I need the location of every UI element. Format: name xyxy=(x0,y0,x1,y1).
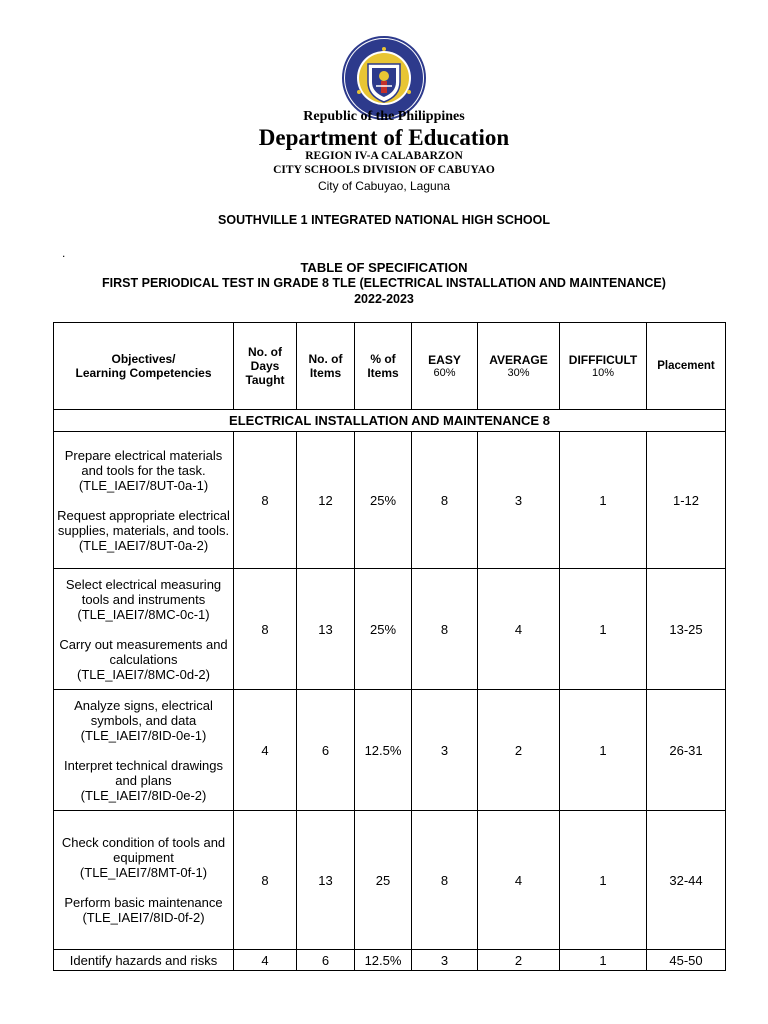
competency-cell xyxy=(54,811,234,950)
competency-text: Select electrical measuring tools and instruments (TLE_IAEI7/8MC-0c-1) xyxy=(65,576,222,622)
competency-text: Perform basic maintenance (TLE_IAEI7/8ID-0f-2) xyxy=(64,895,223,925)
placement-cell: 13-25 xyxy=(647,569,726,690)
difficult-cell: 1 xyxy=(560,950,647,971)
competency-text: Carry out measurements and calculations (TLE_IAEI7/8MC-0d-2) xyxy=(59,636,228,682)
header-difficult: DIFFFICULT 10% xyxy=(560,323,647,410)
header-no-of-items: No. of Items xyxy=(297,323,355,410)
header-percent-items: % of Items xyxy=(355,323,412,410)
competency-text: Interpret technical drawings and plans (TLE_IAEI7/8ID-0e-2) xyxy=(64,757,223,803)
table-row xyxy=(54,690,726,811)
table-row xyxy=(54,811,726,950)
easy-cell: 8 xyxy=(412,569,478,690)
deped-seal-logo xyxy=(342,36,426,120)
header-average: AVERAGE 30% xyxy=(478,323,560,410)
easy-cell: 8 xyxy=(412,811,478,950)
competency-cell xyxy=(54,950,234,971)
placement-cell: 45-50 xyxy=(647,950,726,971)
competency-text: Analyze signs, electrical symbols, and data (TLE_IAEI7/8ID-0e-1) xyxy=(74,697,213,743)
competency-text: Identify hazards and risks xyxy=(69,952,218,968)
school-year: 2022-2023 xyxy=(354,292,414,306)
items-cell: 13 xyxy=(297,569,355,690)
average-cell: 4 xyxy=(478,569,560,690)
items-cell: 6 xyxy=(297,690,355,811)
difficult-cell: 1 xyxy=(560,690,647,811)
percent-cell: 12.5% xyxy=(355,950,412,971)
difficult-cell: 1 xyxy=(560,432,647,569)
easy-cell: 3 xyxy=(412,950,478,971)
easy-cell: 3 xyxy=(412,690,478,811)
competency-cell xyxy=(54,432,234,569)
school-name: SOUTHVILLE 1 INTEGRATED NATIONAL HIGH SCHOOL xyxy=(218,213,550,227)
table-row xyxy=(54,950,726,971)
header-easy: EASY 60% xyxy=(412,323,478,410)
easy-cell: 8 xyxy=(412,432,478,569)
placement-cell: 1-12 xyxy=(647,432,726,569)
days-cell: 4 xyxy=(234,690,297,811)
republic-label: Republic of the Philippines xyxy=(303,109,465,124)
header-placement: Placement xyxy=(647,323,726,410)
competency-cell xyxy=(54,690,234,811)
section-row xyxy=(54,410,726,432)
test-title: FIRST PERIODICAL TEST IN GRADE 8 TLE (ELECTRICAL INSTALLATION AND MAINTENANCE) xyxy=(102,276,666,290)
average-cell: 2 xyxy=(478,950,560,971)
items-cell: 13 xyxy=(297,811,355,950)
specification-table xyxy=(53,322,726,971)
header-days-taught: No. of Days Taught xyxy=(234,323,297,410)
table-row xyxy=(54,569,726,690)
city-label: City of Cabuyao, Laguna xyxy=(317,179,451,193)
header-row xyxy=(54,323,726,410)
placement-cell: 32-44 xyxy=(647,811,726,950)
region-label: REGION IV-A CALABARZON xyxy=(305,150,463,162)
days-cell: 8 xyxy=(234,432,297,569)
table-row xyxy=(54,432,726,569)
items-cell: 12 xyxy=(297,432,355,569)
department-name: Department of Education xyxy=(258,125,510,150)
section-title: ELECTRICAL INSTALLATION AND MAINTENANCE 8 xyxy=(54,410,726,432)
stray-dot: . xyxy=(62,246,66,260)
header-objectives: Objectives/ Learning Competencies xyxy=(54,323,234,410)
average-cell: 3 xyxy=(478,432,560,569)
competency-text: Request appropriate electrical supplies, materials, and tools. (TLE_IAEI7/8UT-0a-2) xyxy=(57,507,230,553)
average-cell: 4 xyxy=(478,811,560,950)
average-cell: 2 xyxy=(478,690,560,811)
document-title: TABLE OF SPECIFICATION xyxy=(300,260,468,275)
competency-text: Prepare electrical materials and tools for the task. (TLE_IAEI7/8UT-0a-1) xyxy=(64,447,223,493)
difficult-cell: 1 xyxy=(560,811,647,950)
percent-cell: 12.5% xyxy=(355,690,412,811)
days-cell: 8 xyxy=(234,569,297,690)
percent-cell: 25% xyxy=(355,569,412,690)
percent-cell: 25 xyxy=(355,811,412,950)
competency-cell xyxy=(54,569,234,690)
placement-cell: 26-31 xyxy=(647,690,726,811)
percent-cell: 25% xyxy=(355,432,412,569)
competency-text: Check condition of tools and equipment (TLE_IAEI7/8MT-0f-1) xyxy=(61,835,226,880)
difficult-cell: 1 xyxy=(560,569,647,690)
days-cell: 4 xyxy=(234,950,297,971)
items-cell: 6 xyxy=(297,950,355,971)
days-cell: 8 xyxy=(234,811,297,950)
division-label: CITY SCHOOLS DIVISION OF CABUYAO xyxy=(273,164,495,176)
